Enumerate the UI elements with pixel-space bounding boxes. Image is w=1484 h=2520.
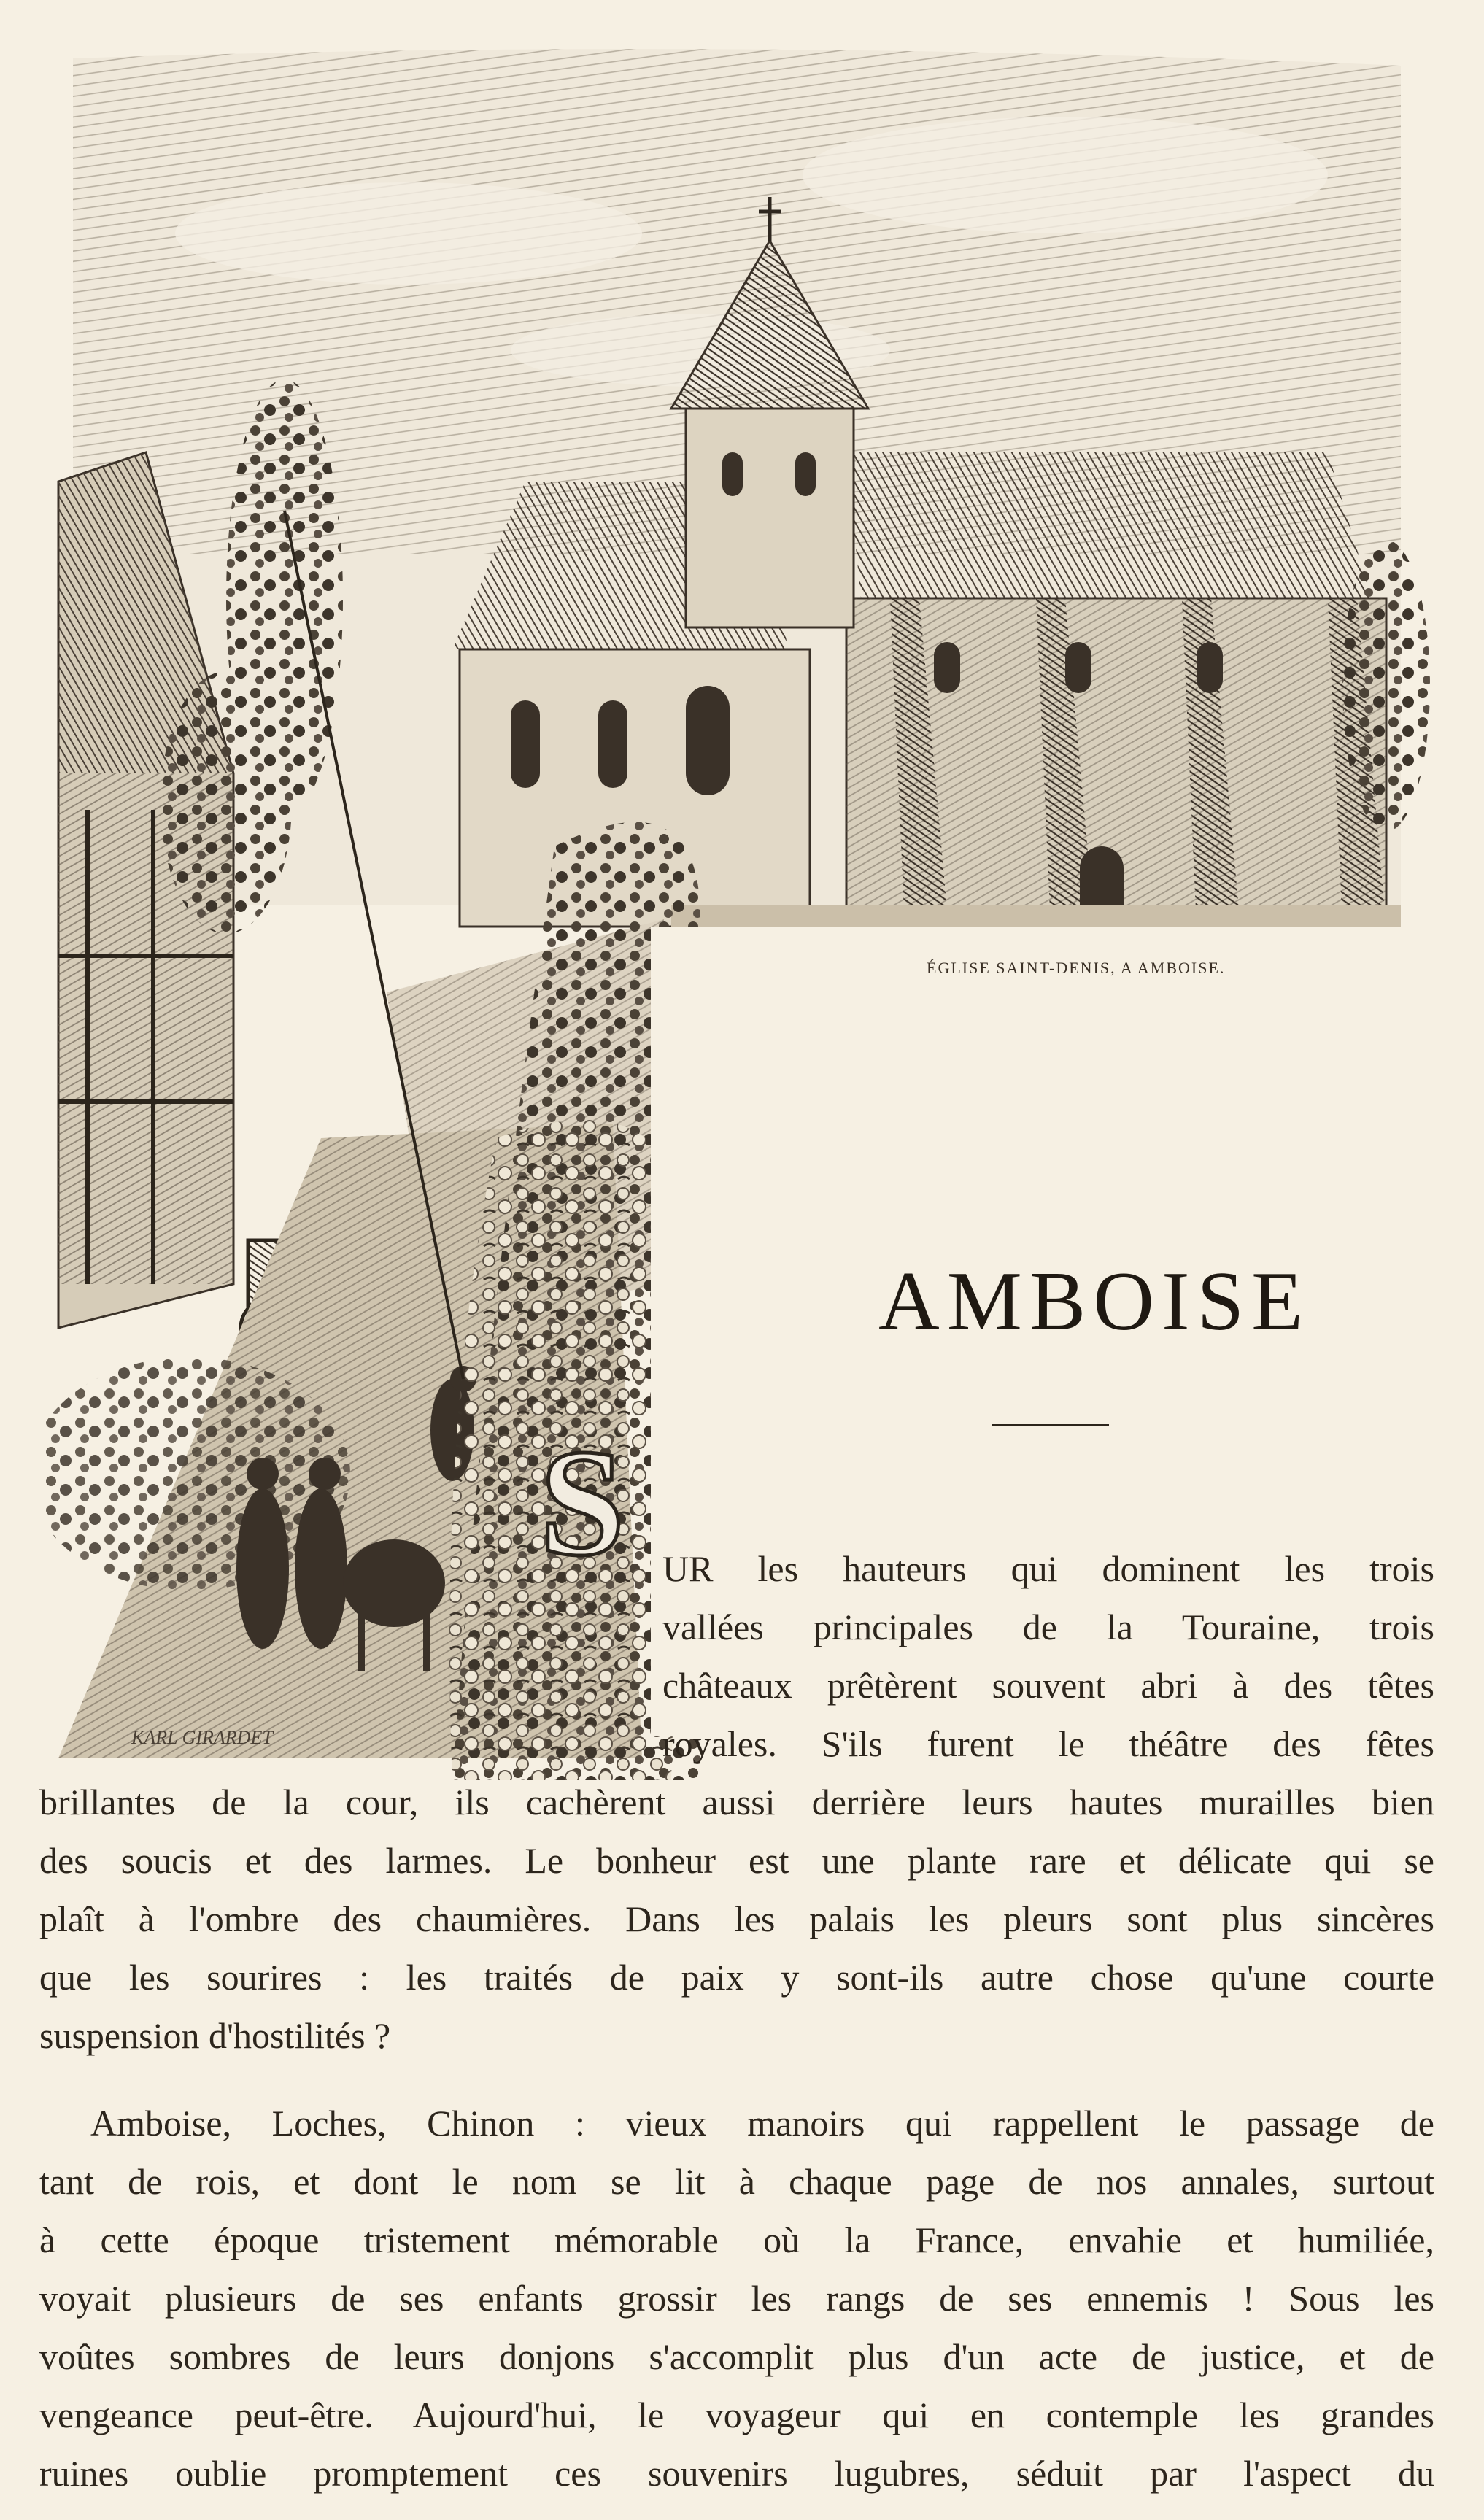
title-rule <box>992 1424 1109 1426</box>
text-line: plaît à l'ombre des chaumières. Dans les palais les pleurs sont plus sincères <box>39 1898 1434 1939</box>
text-line: des soucis et des larmes. Le bonheur est une plante rare et délicate qui se <box>39 1840 1434 1881</box>
text-line: vengeance peut-être. Aujourd'hui, le voyageur qui en contemple les grandes <box>39 2395 1434 2435</box>
text-line: tant de rois, et dont le nom se lit à chaque page de nos annales, surtout <box>39 2161 1434 2202</box>
text-line: royales. S'ils furent le théâtre des fêtes <box>662 1723 1434 1764</box>
page-title: AMBOISE <box>878 1254 1311 1348</box>
text-line: châteaux prêtèrent souvent abri à des têtes <box>662 1665 1434 1706</box>
text-line: suspension d'hostilités ? <box>39 2015 391 2056</box>
text-line: à cette époque tristement mémorable où la France, envahie et humiliée, <box>39 2219 1434 2260</box>
text-line: vallées principales de la Touraine, trois <box>662 1607 1434 1647</box>
text-line: Amboise, Loches, Chinon : vieux manoirs qui rappellent le passage de <box>90 2103 1434 2144</box>
text-line: UR les hauteurs qui dominent les trois <box>662 1548 1434 1589</box>
dropcap-s <box>524 1430 641 1576</box>
text-line: voûtes sombres de leurs donjons s'accomplit plus d'un acte de justice, et de <box>39 2336 1434 2377</box>
text-line: brillantes de la cour, ils cachèrent aussi derrière leurs hautes murailles bien <box>39 1782 1434 1823</box>
text-line: ruines oublie promptement ces souvenirs lugubres, séduit par l'aspect du <box>39 2453 1434 2494</box>
illustration-caption: ÉGLISE SAINT-DENIS, A AMBOISE. <box>927 959 1226 977</box>
text-line: que les sourires : les traités de paix y sont-ils autre chose qu'une courte <box>39 1957 1434 1998</box>
engraver-signature: KARL GIRARDET <box>131 1727 273 1748</box>
text-line: voyait plusieurs de ses enfants grossir les rangs de ses ennemis ! Sous les <box>39 2278 1434 2319</box>
svg-text:S: S <box>539 1430 625 1576</box>
